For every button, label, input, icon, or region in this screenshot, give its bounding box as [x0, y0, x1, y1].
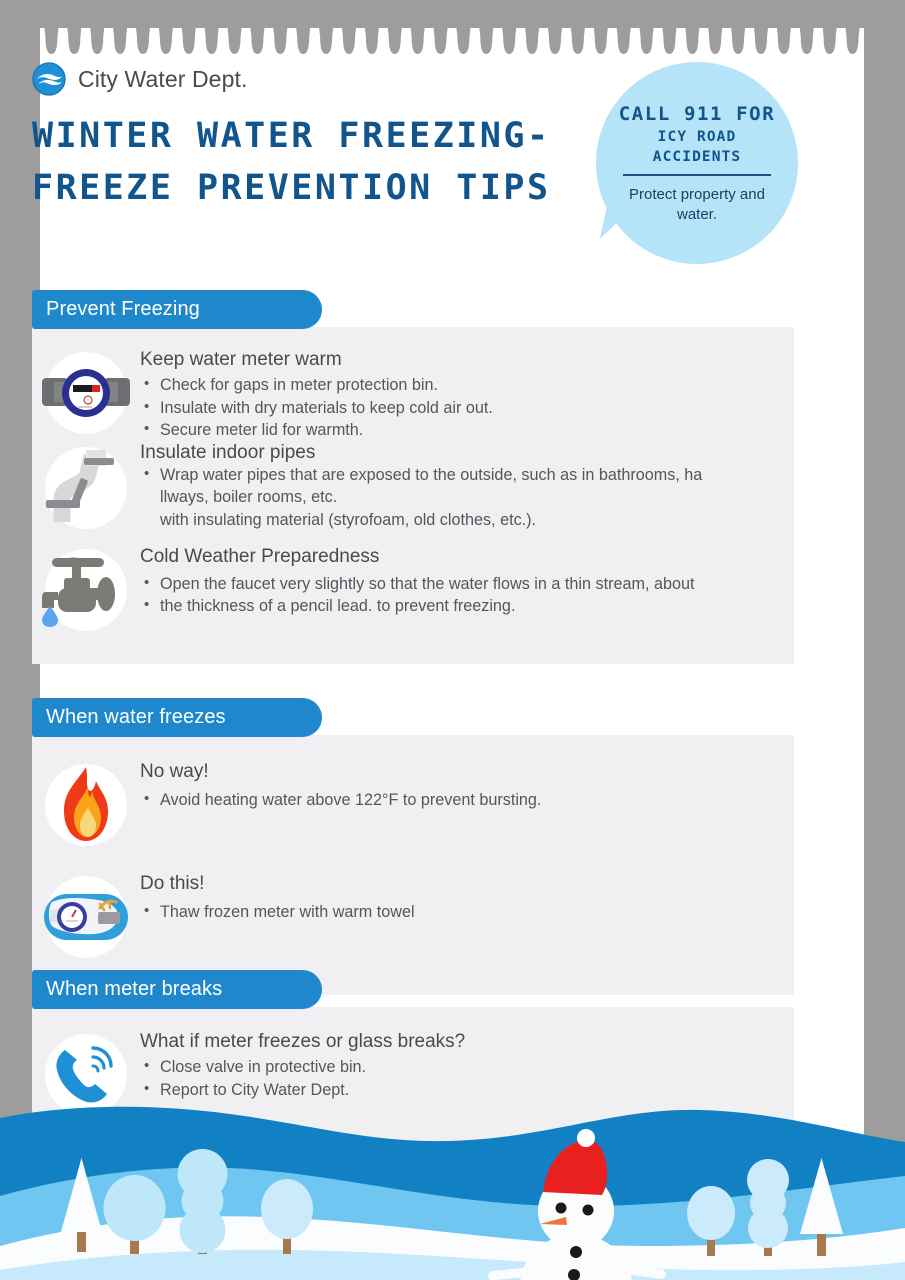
- tip-bullet: • the thickness of a pencil lead. to prevent freezing.: [140, 595, 774, 618]
- emergency-callout-bubble: [596, 62, 798, 264]
- section-2: [32, 698, 794, 995]
- section-header-label: When meter breaks: [46, 978, 223, 1000]
- tip-icon-wrapper: [32, 869, 140, 965]
- section-body: [32, 735, 794, 995]
- tip-bullet: • Avoid heating water above 122°F to prevent bursting.: [140, 789, 774, 812]
- tip-bullet: • Check for gaps in meter protection bin.: [140, 374, 774, 397]
- tip-bullet: • Close valve in protective bin.: [140, 1056, 774, 1079]
- tip-bullet-list: [140, 374, 774, 442]
- brand-header: [32, 62, 247, 96]
- ringing-phone-icon: [53, 1044, 119, 1106]
- tip-icon-wrapper: [32, 345, 140, 441]
- tip-text: [140, 869, 794, 924]
- tip-text: [140, 757, 794, 812]
- tip-item: [32, 757, 794, 853]
- tip-title: Keep water meter warm: [140, 349, 342, 370]
- tip-text: [140, 1027, 794, 1101]
- section-header: [32, 290, 322, 329]
- page-title-line1: WINTER WATER FREEZING-: [32, 116, 551, 156]
- tip-bullet-list: [140, 789, 774, 812]
- tip-title: No way!: [140, 761, 209, 782]
- tip-bullet: • Thaw frozen meter with warm towel: [140, 901, 774, 924]
- section-header: [32, 970, 322, 1009]
- tip-icon-wrapper: [32, 1027, 140, 1123]
- brand-name: City Water Dept.: [78, 65, 248, 92]
- emergency-headline-line1: CALL 911 FOR: [618, 102, 776, 125]
- tip-item: [32, 542, 794, 638]
- tip-title: Do this!: [140, 873, 205, 894]
- flame-icon: [58, 767, 114, 843]
- tip-title: What if meter freezes or glass breaks?: [140, 1031, 466, 1052]
- emergency-subtext: Protect property and water.: [629, 185, 765, 223]
- tip-bullet: with insulating material (styrofoam, old clothes, etc.).: [160, 510, 537, 529]
- section-3: [32, 970, 794, 1243]
- tip-item: [32, 345, 794, 442]
- tip-bullet-list: [140, 1056, 774, 1101]
- tip-bullet-list: [140, 464, 774, 532]
- tip-bullet: • Insulate with dry materials to keep cold air out.: [140, 397, 774, 420]
- emergency-headline-line2: ICY ROAD ACCIDENTS: [652, 128, 742, 165]
- tip-title: Insulate indoor pipes: [140, 441, 316, 463]
- tip-icon-wrapper: [32, 542, 140, 638]
- water-wave-logo-icon: [32, 62, 66, 96]
- water-meter-icon: [40, 362, 132, 424]
- tip-text: [140, 542, 794, 618]
- bubble-divider: [623, 174, 771, 176]
- tip-bullet: llways, boiler rooms, etc.: [160, 488, 338, 506]
- tip-bullet: • Report to City Water Dept.: [140, 1079, 774, 1102]
- section-body: [32, 1007, 794, 1243]
- pipe-icon: [44, 448, 128, 528]
- meter-warm-towel-icon: [42, 888, 130, 946]
- section-1: [32, 290, 794, 664]
- tip-bullet: • Secure meter lid for warmth.: [140, 419, 774, 442]
- tip-icon-wrapper: [32, 757, 140, 853]
- tip-bullet-list: [140, 901, 774, 924]
- tip-text: [140, 440, 794, 532]
- section-header-label: When water freezes: [46, 706, 226, 728]
- tip-item: [32, 869, 794, 965]
- page-title-line2: FREEZE PREVENTION TIPS: [32, 168, 551, 208]
- faucet-drip-icon: [42, 552, 130, 628]
- section-body: [32, 327, 794, 664]
- tip-icon-wrapper: [32, 440, 140, 536]
- tip-item: [32, 1027, 794, 1123]
- section-header-label: Prevent Freezing: [46, 298, 200, 320]
- tip-bullet: • Open the faucet very slightly so that the water flows in a thin stream, about: [140, 573, 774, 596]
- section-header: [32, 698, 322, 737]
- tip-title: Cold Weather Preparedness: [140, 545, 380, 567]
- tip-bullet-list: [140, 573, 774, 618]
- page-title: [32, 110, 592, 214]
- tip-bullet: • Wrap water pipes that are exposed to the outside, such as in bathrooms, ha: [140, 464, 774, 487]
- tip-item: [32, 440, 794, 536]
- tip-text: [140, 345, 794, 442]
